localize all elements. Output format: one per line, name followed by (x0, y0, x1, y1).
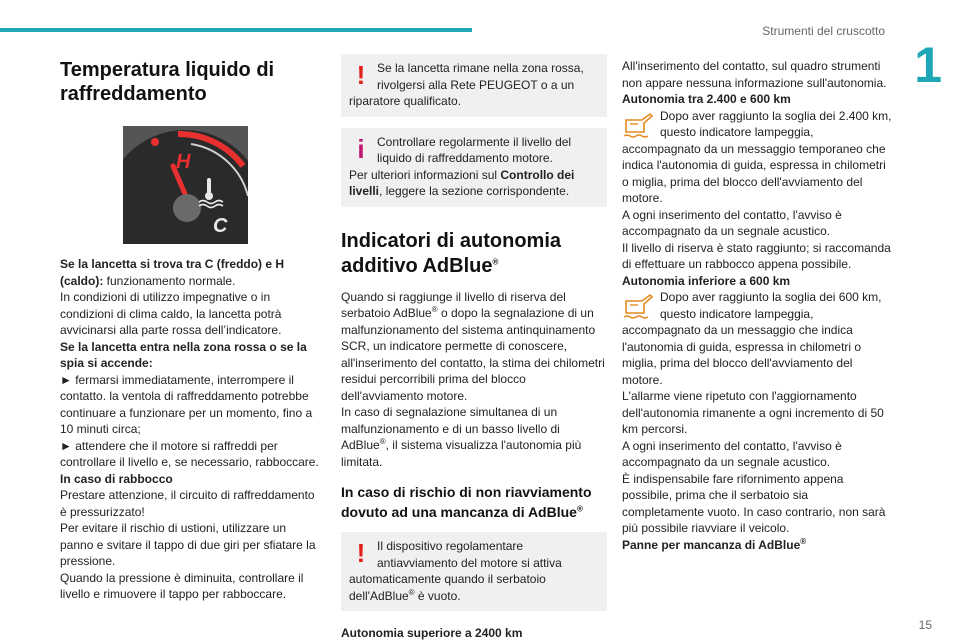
antistart-text: Il dispositivo regolamentare antiavviamento del motore si attiva automaticamente quando il serbatoio dell'AdBlue (349, 539, 562, 603)
adblue-warning-icon (622, 110, 656, 140)
pressure-reduced-text: Quando la pressione è diminuita, controllare il livello e rimuovere il tappo per rabboccare. (60, 570, 304, 601)
range-below-600-text: Dopo aver raggiunto la soglia dei 600 km, questo indicatore lampeggia, accompagnato da un messaggio che indica l'autonomia di guida, espressa in chilometri o miglia, prima del blocco dell'avviamento del motore. (622, 290, 882, 387)
acoustic-signal-text: A ogni inserimento del contatto, l'avviso è accompagnato da un segnale acustico. (622, 207, 842, 238)
no-restart-subheading: In caso di rischio di non riavviamento dovuto ad una mancanza di AdBlue® (341, 484, 592, 520)
chapter-number: 1 (914, 37, 942, 93)
warning-note-text: Se la lancetta rimane nella zona rossa, rivolgersi alla Rete PEUGEOT o a un riparatore qualificato. (349, 61, 584, 108)
hot-climate-text: In condizioni di utilizzo impegnative o in condizioni di clima caldo, la lancetta potrà avvicinarsi alla parte rossa dell’indicatore. (60, 290, 282, 337)
section-title: Strumenti del cruscotto (762, 24, 885, 38)
column-coolant-temperature (60, 58, 322, 603)
warning-note-antistart: ! Il dispositivo regolamentare antiavviamento del motore si attiva automaticamente quando il serbatoio dell'AdBlue® è vuoto. (341, 532, 607, 611)
no-info-text: All'inserimento del contatto, sul quadro strumenti non appare nessuna informazione sull'autonomia. (622, 59, 887, 90)
reserve-reached-text: Il livello di riserva è stato raggiunto; si raccomanda di effettuare un rabbocco appena possibile. (622, 240, 891, 271)
warning-icon: ! (356, 60, 366, 90)
coolant-heading: Temperatura liquido di raffreddamento (60, 59, 275, 105)
range-2400-600-block (622, 108, 892, 207)
pressurized-warning: Prestare attenzione, il circuito di raffreddamento è pressurizzato! (60, 488, 315, 519)
gauge-h-label: H (176, 151, 191, 173)
warning-icon: ! (356, 538, 366, 568)
refuel-required-text: È indispensabile fare rifornimento appena possibile, prima che il serbatoio sia completamente vuoto. In caso contrario, non sarà più possibile riavviare il veicolo. (622, 471, 886, 535)
info-note-levels (341, 128, 607, 207)
range-below-600-label: Autonomia inferiore a 600 km (622, 273, 791, 288)
range-below-600-block (622, 289, 892, 388)
info-note-ref-suffix: , leggere la sezione corrispondente. (379, 184, 570, 198)
cool-down-instruction: ► attendere che il motore si raffreddi per controllare il livello e, se necessario, rabboccare. (60, 438, 319, 469)
column-adblue-details (622, 58, 892, 553)
acoustic-signal-text-2: A ogni inserimento del contatto, l'avviso è accompagnato da un segnale acustico. (622, 438, 842, 469)
info-icon: i (357, 133, 365, 164)
range-2400-600-text: Dopo aver raggiunto la soglia dei 2.400 km, questo indicatore lampeggia, accompagnato da un messaggio temporaneo che indica l'autonomia di guida, espressa in chilometri o miglia, prima del blocco dell'avviamento del motore. (622, 108, 892, 205)
page-number: 15 (918, 618, 932, 632)
range-2400-600-label: Autonomia tra 2.400 e 600 km (622, 92, 791, 106)
normal-condition-label: Se la lancetta si trova tra C (freddo) e H (caldo): (60, 257, 285, 288)
info-note-ref-prefix: Per ulteriori informazioni sul (349, 167, 501, 182)
column-adblue-range (341, 54, 607, 640)
adblue-heading: Indicatori di autonomia additivo AdBlue® (341, 229, 562, 277)
header-accent-bar (0, 28, 472, 32)
range-above-2400-label: Autonomia superiore a 2400 km (341, 626, 523, 640)
alarm-repeat-text: L'allarme viene ripetuto con l'aggiornamento dell'autonomia rimanente a ogni incremento di 50 km percorsi. (622, 389, 884, 436)
topup-label: In caso di rabbocco (60, 471, 173, 486)
normal-condition-text: funzionamento normale. (103, 273, 236, 288)
red-zone-label: Se la lancetta entra nella zona rossa o se la spia si accende: (60, 339, 307, 370)
adblue-simultaneous: In caso di segnalazione simultanea di un malfunzionamento e di un basso livello di AdBlue®, il sistema visualizza l'autonomia più limitata. (341, 405, 582, 469)
adblue-breakdown-label: Panne per mancanza di AdBlue® (622, 536, 807, 552)
warning-note-red-zone (341, 54, 607, 117)
stop-instruction: ► fermarsi immediatamente, interrompere il contatto. la ventola di raffreddamento potrebbe continuare a funzionare per un momento, fino a 10 minuti circa; (60, 372, 313, 436)
burn-risk-text: Per evitare il rischio di ustioni, utilizzare un panno e svitare il tappo di due giri per sfiatare la pressione. (60, 521, 316, 568)
gauge-c-label: C (213, 215, 228, 237)
levels-check-reference: Controllo dei livelli (349, 167, 575, 198)
adblue-intro: Quando si raggiunge il livello di riserva del serbatoio AdBlue® o dopo la segnalazione di un malfunzionamento del sistema antinquinamento SCR, un indicatore permette di conoscere, all'inserimento del contatto, la stima dei chilometri residui percorribili prima del blocco dell'avviamento motore. (341, 289, 605, 403)
adblue-warning-icon (622, 291, 656, 321)
info-note-text: Controllare regolarmente il livello del liquido di raffreddamento motore. (377, 134, 572, 165)
coolant-gauge-image (123, 126, 248, 244)
